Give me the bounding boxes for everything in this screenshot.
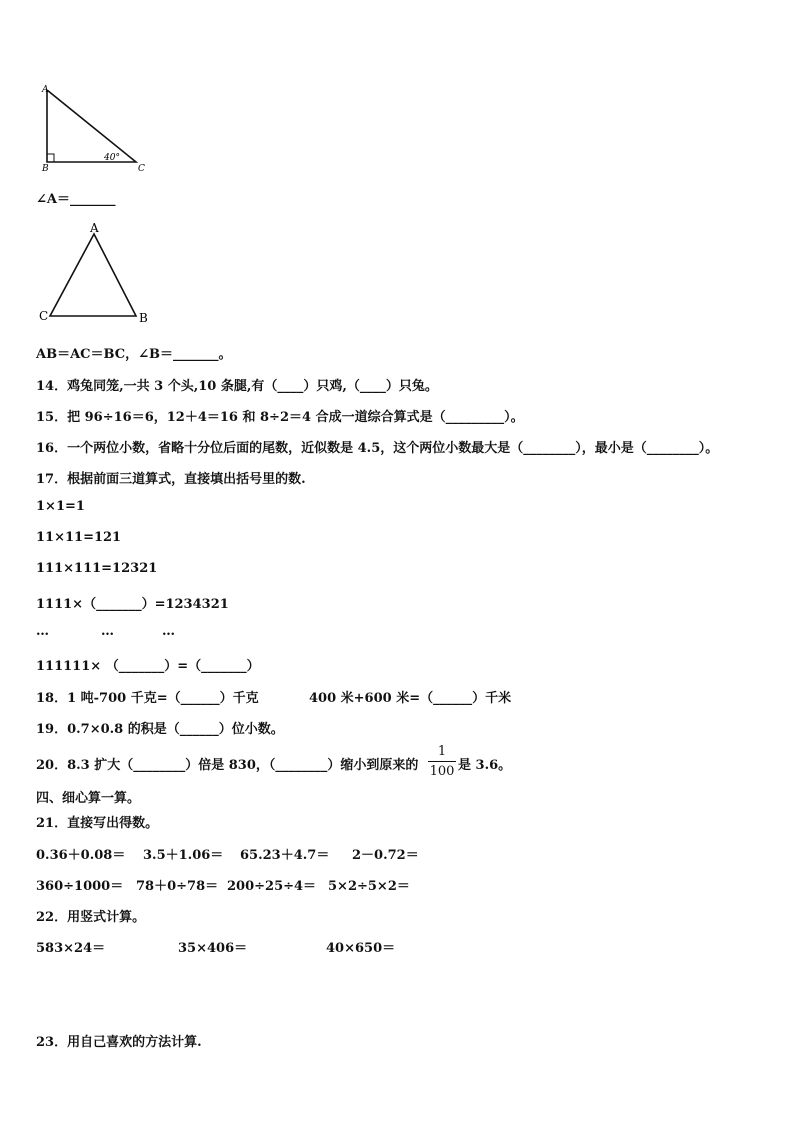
section-4-heading: 四、细心算一算。	[36, 791, 141, 806]
vertex-label-b: B	[139, 311, 148, 325]
pattern-line-4: 1111×（_______）=1234321	[36, 597, 229, 612]
question-21: 21．直接写出得数。	[36, 816, 159, 831]
question-22: 22．用竖式计算。	[36, 910, 146, 925]
calc-item: 3.5＋1.06＝	[143, 848, 224, 863]
calc-item: 200÷25÷4＝	[227, 879, 317, 894]
vertex-label-b: B	[42, 164, 49, 174]
question-23: 23．用自己喜欢的方法计算.	[36, 1035, 202, 1050]
question-18-part-2: 400 米+600 米=（______）千米	[309, 691, 512, 706]
pattern-line-1: 1×1=1	[36, 499, 85, 514]
question-19: 19．0.7×0.8 的积是（______）位小数。	[36, 722, 284, 737]
vertex-label-a: A	[42, 85, 49, 95]
right-triangle-figure	[36, 82, 156, 174]
pattern-line-last: 111111× （_______）=（_______）	[36, 659, 260, 674]
vertex-label-a: A	[90, 221, 99, 235]
angle-a-question: ∠A＝_______	[36, 192, 116, 207]
angle-label: 40°	[104, 153, 120, 163]
pattern-line-3: 111×111=12321	[36, 561, 158, 576]
question-16: 16．一个两位小数，省略十分位后面的尾数，近似数是 4.5，这个两位小数最大是（________），最小是（________）。	[36, 441, 719, 456]
equilateral-triangle-figure	[36, 220, 156, 328]
fraction-one-hundredth	[428, 744, 456, 779]
vertex-label-c: C	[138, 164, 145, 174]
angle-b-question: AB＝AC＝BC，∠B＝_______。	[36, 347, 232, 362]
calc-item: 2－0.72＝	[352, 848, 419, 863]
ellipsis-3: …	[162, 624, 175, 639]
question-20-part-2: 是 3.6。	[458, 758, 512, 773]
question-15: 15．把 96÷16＝6，12＋4＝16 和 8÷2＝4 合成一道综合算式是（_________）。	[36, 410, 524, 425]
fraction-bar	[428, 761, 456, 762]
calc-item: 65.23＋4.7＝	[240, 848, 330, 863]
question-20-part-1: 20．8.3 扩大（________）倍是 830，（________）缩小到原来的	[36, 758, 419, 773]
pattern-line-2: 11×11=121	[36, 530, 122, 545]
ellipsis-1: …	[36, 624, 49, 639]
question-14: 14．鸡兔同笼,一共 3 个头,10 条腿,有（____）只鸡,（____）只兔。	[36, 379, 438, 394]
vertical-calc-item: 583×24＝	[36, 941, 106, 956]
vertex-label-c: C	[39, 309, 49, 323]
vertical-calc-item: 40×650＝	[326, 941, 396, 956]
fraction-numerator: 1	[437, 744, 447, 759]
calc-item: 0.36＋0.08＝	[36, 848, 126, 863]
calc-item: 360÷1000＝	[36, 879, 124, 894]
ellipsis-2: …	[101, 624, 114, 639]
calc-item: 78＋0÷78＝	[136, 879, 219, 894]
question-18-part-1: 18．1 吨-700 千克=（______）千克	[36, 691, 259, 706]
question-17: 17．根据前面三道算式，直接填出括号里的数.	[36, 472, 306, 487]
fraction-denominator: 100	[429, 764, 455, 779]
calc-item: 5×2÷5×2＝	[328, 879, 410, 894]
vertical-calc-item: 35×406＝	[178, 941, 248, 956]
